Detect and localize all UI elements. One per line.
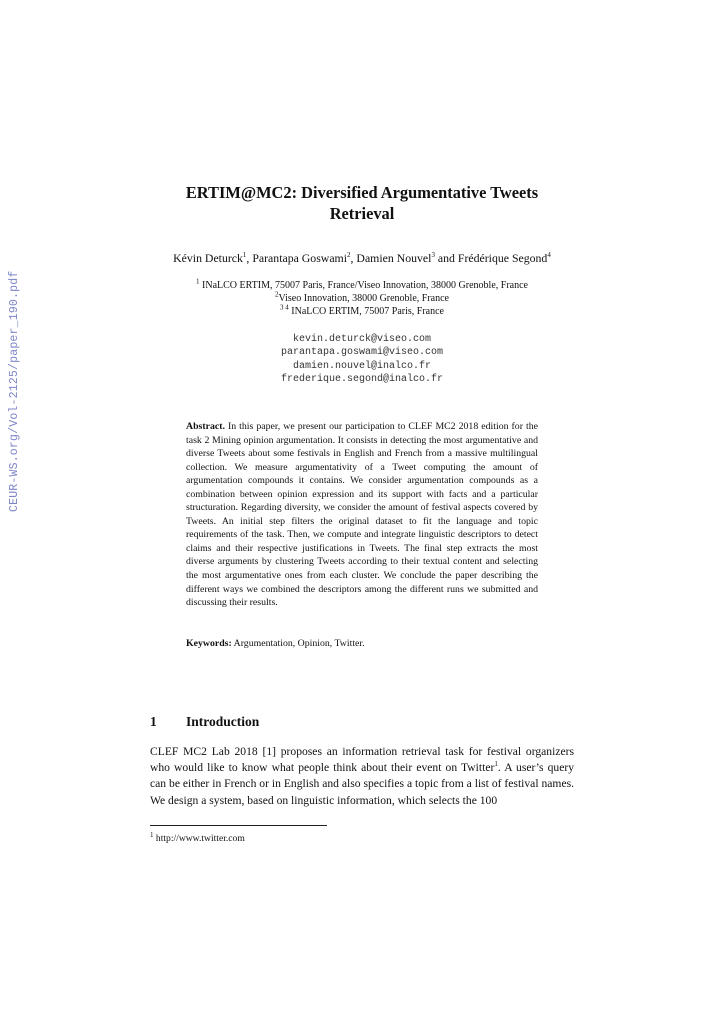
footnote-url[interactable]: http://www.twitter.com <box>155 833 245 844</box>
email-list <box>200 333 524 387</box>
intro-paragraph <box>150 744 574 809</box>
affiliation-3 <box>110 305 614 318</box>
author-sup: 2 <box>347 251 351 260</box>
author-sup: 3 <box>431 251 435 260</box>
footnote-mark: 1 <box>150 830 154 839</box>
affiliation-2 <box>110 292 614 305</box>
intro-text-cont: . A user’s query can be either in French or in English and also specifies a topic from a list of festival names. We design a system, based on linguistic information, which selects the 100 <box>150 761 574 807</box>
author-name: Kévin Deturck <box>173 251 243 265</box>
footnote-ref[interactable]: 1 <box>494 760 498 769</box>
affiliation-sup: 1 <box>196 277 200 286</box>
author-list <box>110 251 614 265</box>
abstract-text: In this paper, we present our participation to CLEF MC2 2018 edition for the task 2 Mining opinion argumentation. It consists in detecting the most argumentative and diverse Tweets about some festivals in English and French from a massive multilingual collection. We measure argumentativity of a Tweet computing the amount of argumentation compounds it contains. We consider argumentation compounds as a combination between opinion expression and its support with facts and a particular structuration. Regarding diversity, we consider the amount of festival aspects covered by Tweets. An initial step filters the original dataset to fit the language and topic requirements of the task. Then, we compute and integrate linguistic descriptors to detect claims and their respective justifications in Tweets. The final step extracts the most diverse arguments by clustering Tweets according to their textual content and selecting the most argumentative ones from each cluster. We conclude the paper describing the different ways we combined the descriptors among the different runs we submitted and discussing their results. <box>186 421 538 609</box>
email-link[interactable]: parantapa.goswami@viseo.com <box>280 347 444 359</box>
author-name: Frédérique Segond <box>457 251 548 265</box>
keywords <box>186 637 538 650</box>
author-sup: 4 <box>547 251 551 260</box>
affiliation-1 <box>110 279 614 292</box>
abstract-label: Abstract. <box>186 421 225 432</box>
paper-title <box>150 182 574 224</box>
section-number: 1 <box>150 714 157 729</box>
author-separator: , <box>246 251 253 265</box>
author-sup: 1 <box>242 251 247 260</box>
keywords-text: Argumentation, Opinion, Twitter. <box>233 638 365 649</box>
keywords-label: Keywords: <box>186 638 232 649</box>
section-title: Introduction <box>186 714 260 729</box>
title-line-1: ERTIM@MC2: Diversified Argumentative Tweets <box>185 183 539 202</box>
footnote <box>150 830 245 845</box>
email-link[interactable]: kevin.deturck@viseo.com <box>292 334 432 345</box>
author-separator: , <box>350 251 357 265</box>
author-separator: and <box>434 251 458 265</box>
affiliation-text: Viseo Innovation, 38000 Grenoble, France <box>278 293 449 304</box>
arxiv-sidebar-url[interactable]: CEUR-WS.org/Vol-2125/paper_190.pdf <box>8 270 21 512</box>
affiliation-sup: 2 <box>275 290 279 299</box>
footnote-divider <box>150 825 327 826</box>
title-line-2: Retrieval <box>329 204 395 223</box>
author-name: Damien Nouvel <box>356 251 432 265</box>
affiliation-text: INaLCO ERTIM, 75007 Paris, France/Viseo Innovation, 38000 Grenoble, France <box>202 280 528 291</box>
email-link[interactable]: frederique.segond@inalco.fr <box>280 374 444 386</box>
affiliation-text: INaLCO ERTIM, 75007 Paris, France <box>291 306 444 317</box>
intro-text: CLEF MC2 Lab 2018 [1] proposes an information retrieval task for festival organizers who would like to know what people think about their event on Twitter <box>150 745 574 775</box>
author-name: Parantapa Goswami <box>252 251 348 265</box>
affiliation-sup: 3 4 <box>280 303 289 312</box>
abstract <box>186 420 538 610</box>
email-link[interactable]: damien.nouvel@inalco.fr <box>292 360 432 372</box>
